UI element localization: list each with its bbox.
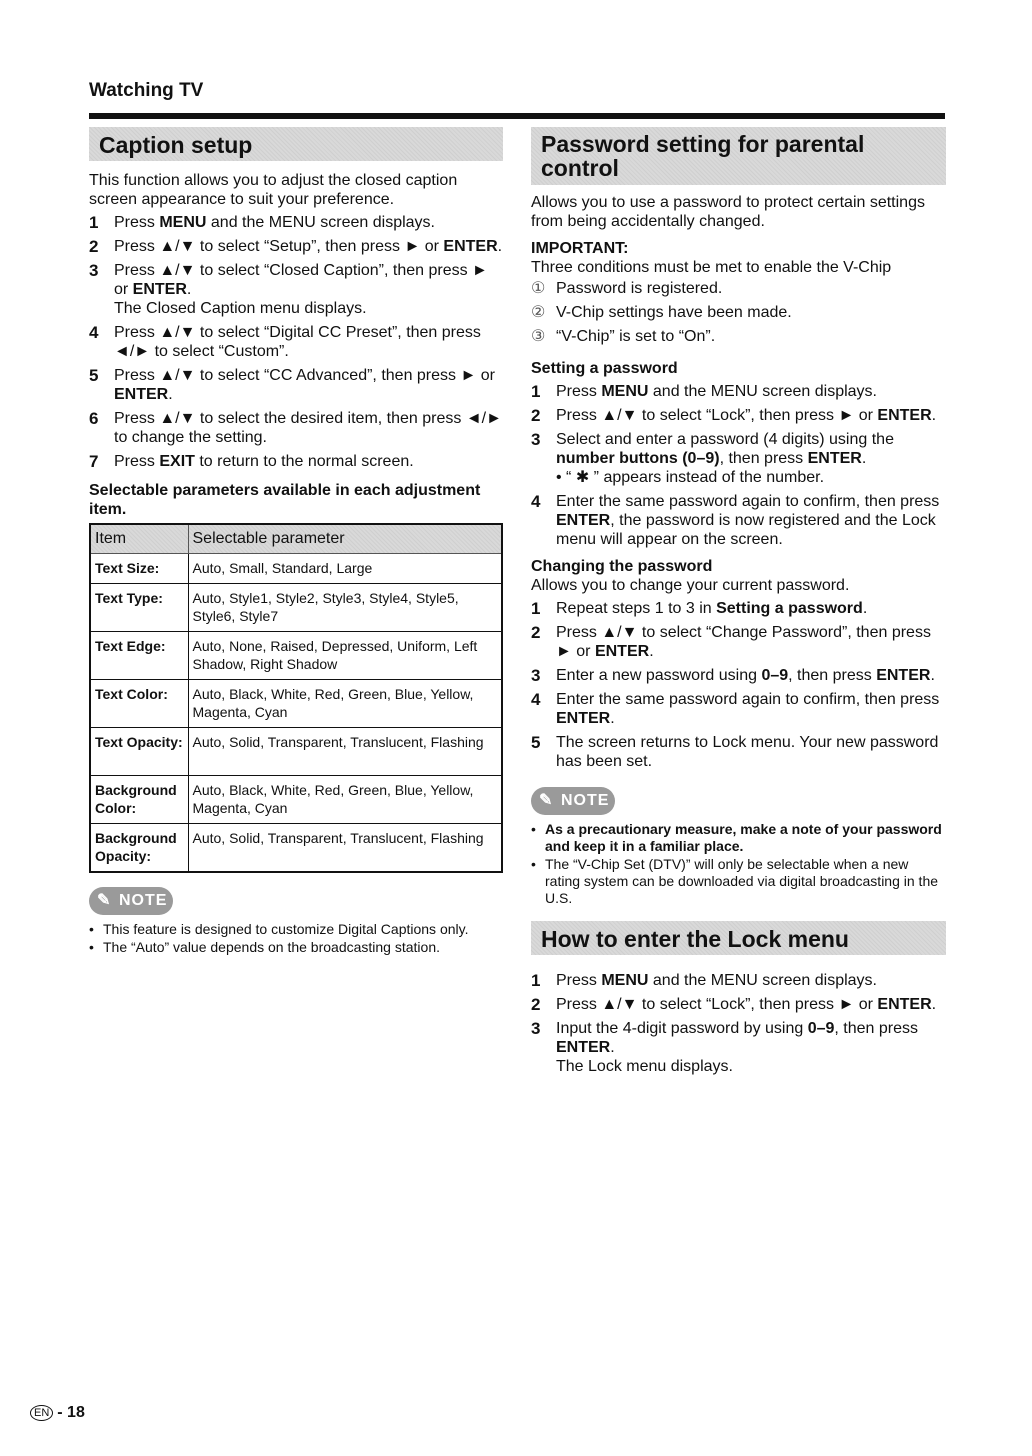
step-subtext: • “ ✱ ” appears instead of the number.: [556, 469, 825, 486]
condition-text: Password is registered.: [556, 280, 723, 297]
step-item: [89, 323, 503, 361]
table-row: [90, 632, 502, 680]
step-item: [531, 492, 946, 549]
step-number: 2: [531, 995, 541, 1014]
caption-setup-heading: Caption setup: [89, 127, 503, 161]
setting-heading: Setting a password: [531, 360, 678, 377]
step-key: Setting a password: [716, 600, 863, 617]
bullet: •: [89, 920, 94, 937]
note-text: The “V-Chip Set (DTV)” will only be selectable when a new rating system can be downloaded via digital broadcasting in the U.S.: [545, 856, 939, 906]
top-rule: [89, 113, 945, 119]
bullet: •: [531, 821, 536, 837]
step-text: Press ▲/▼ to select “Change Password”, then press ► or ENTER.: [556, 624, 931, 660]
step-item: [531, 430, 946, 487]
step-text: Press MENU and the MENU screen displays.: [556, 383, 877, 400]
step-key: MENU: [601, 972, 649, 989]
pencil-icon: ✎: [97, 891, 112, 909]
condition-item: [531, 277, 946, 301]
step-number: 1: [531, 971, 541, 990]
step-key: MENU: [601, 383, 649, 400]
step-item: [531, 623, 946, 661]
password-note-block: [531, 787, 946, 907]
step-text: Enter the same password again to confirm, then press ENTER.: [556, 691, 940, 727]
step-key: ENTER: [876, 667, 931, 684]
step-item: [89, 213, 503, 232]
step-text: Press ▲/▼ to select the desired item, then press ◄/► to change the setting.: [114, 410, 502, 446]
step-text: Press ▲/▼ to select “CC Advanced”, then press ► or ENTER.: [114, 367, 495, 403]
note-badge: [89, 887, 173, 915]
step-text: Press MENU and the MENU screen displays.: [556, 972, 877, 989]
caption-steps: [89, 213, 503, 471]
table-header-row: [90, 524, 502, 554]
step-item: [89, 366, 503, 404]
step-key: ENTER: [556, 512, 611, 529]
step-number: 2: [531, 623, 541, 642]
table-cell-value: Auto, Style1, Style2, Style3, Style4, Style5, Style6, Style7: [188, 584, 502, 632]
step-text: Repeat steps 1 to 3 in Setting a password.: [556, 600, 868, 617]
step-key: 0–9: [761, 667, 789, 684]
note-item: [89, 939, 503, 956]
page-number: - 18: [57, 1404, 85, 1421]
step-key: ENTER: [877, 996, 932, 1013]
step-item: [531, 690, 946, 728]
lock-menu-heading: How to enter the Lock menu: [531, 921, 946, 955]
table-cell-item: Background Color:: [90, 776, 188, 824]
table-cell-item: Text Edge:: [90, 632, 188, 680]
step-key: EXIT: [159, 453, 195, 470]
step-item: [531, 382, 946, 401]
changing-intro: Allows you to change your current password.: [531, 577, 850, 594]
table-cell-value: Auto, None, Raised, Depressed, Uniform, Left Shadow, Right Shadow: [188, 632, 502, 680]
note-label: NOTE: [561, 792, 610, 809]
step-text: Press ▲/▼ to select “Closed Caption”, then press ► or ENTER. The Closed Caption menu displays.: [114, 261, 503, 318]
step-item: [531, 1019, 946, 1076]
conditions-list: [531, 277, 946, 349]
step-text: Enter the same password again to confirm, then press ENTER, the password is now registered and the Lock menu will appear on the screen.: [556, 493, 940, 548]
password-intro: Allows you to use a password to protect certain settings from being accidentally changed.: [531, 194, 925, 230]
note-item: [89, 921, 503, 938]
condition-item: [531, 301, 946, 325]
left-column: [89, 127, 503, 957]
note-label: NOTE: [119, 891, 168, 909]
changing-heading: Changing the password: [531, 558, 713, 575]
step-text: Press ▲/▼ to select “Digital CC Preset”, then press ◄/► to select “Custom”.: [114, 324, 481, 360]
bullet: •: [531, 856, 536, 872]
step-number: 3: [531, 1019, 541, 1038]
table-cell-item: Text Size:: [90, 554, 188, 584]
table-cell-value: Auto, Solid, Transparent, Translucent, Flashing: [188, 728, 502, 776]
step-key: number buttons (0–9): [556, 450, 720, 467]
step-item: [531, 599, 946, 618]
step-text: Press ▲/▼ to select “Lock”, then press ► or ENTER.: [556, 407, 937, 424]
step-number: 4: [89, 323, 99, 342]
step-key: 0–9: [807, 1020, 835, 1037]
table-row: [90, 554, 502, 584]
column-header-parameter: Selectable parameter: [188, 524, 502, 554]
step-number: 3: [531, 430, 541, 449]
step-text: Select and enter a password (4 digits) using the number buttons (0–9), then press ENTER. • “ ✱ ” appears instead of the number.: [556, 430, 946, 487]
right-column: [531, 127, 946, 1081]
step-number: 1: [531, 599, 541, 618]
step-number: 4: [531, 690, 541, 709]
table-row: [90, 584, 502, 632]
table-row: [90, 776, 502, 824]
step-number: 7: [89, 452, 99, 471]
table-heading: Selectable parameters available in each adjustment item.: [89, 482, 481, 518]
step-subtext: The Closed Caption menu displays.: [114, 300, 367, 317]
important-text: Three conditions must be met to enable the V-Chip: [531, 259, 892, 276]
caption-notes: [89, 921, 503, 956]
step-text: Press ▲/▼ to select “Setup”, then press ► or ENTER.: [114, 238, 503, 255]
table-cell-value: Auto, Black, White, Red, Green, Blue, Yellow, Magenta, Cyan: [188, 680, 502, 728]
condition-text: “V-Chip” is set to “On”.: [556, 328, 716, 345]
setting-steps: [531, 382, 946, 549]
condition-item: [531, 325, 946, 349]
table-cell-item: Text Type:: [90, 584, 188, 632]
step-number: 1: [89, 213, 99, 232]
step-key: MENU: [159, 214, 207, 231]
step-item: [531, 406, 946, 425]
table-cell-value: Auto, Black, White, Red, Green, Blue, Yellow, Magenta, Cyan: [188, 776, 502, 824]
lock-steps: [531, 971, 946, 1076]
circled-number: ②: [531, 304, 546, 321]
password-notes: [531, 821, 946, 907]
table-cell-item: Background Opacity:: [90, 824, 188, 872]
table-row: [90, 824, 502, 872]
table-row: [90, 680, 502, 728]
step-item: [531, 995, 946, 1014]
step-number: 3: [531, 666, 541, 685]
step-key: ENTER: [556, 1039, 611, 1056]
step-number: 2: [89, 237, 99, 256]
changing-steps: [531, 599, 946, 771]
caption-intro: This function allows you to adjust the closed caption screen appearance to suit your preference.: [89, 172, 458, 208]
circled-number: ①: [531, 280, 546, 297]
step-text: Press ▲/▼ to select “Lock”, then press ► or ENTER.: [556, 996, 937, 1013]
step-item: [531, 733, 946, 771]
note-item: [531, 821, 946, 855]
step-key: ENTER: [114, 386, 169, 403]
step-item: [89, 261, 503, 318]
page-footer: [30, 1404, 85, 1422]
step-number: 4: [531, 492, 541, 511]
circled-number: ③: [531, 328, 546, 345]
step-number: 2: [531, 406, 541, 425]
condition-text: V-Chip settings have been made.: [556, 304, 792, 321]
step-item: [89, 237, 503, 256]
step-item: [89, 409, 503, 447]
step-number: 5: [531, 733, 541, 752]
step-text: The screen returns to Lock menu. Your new password has been set.: [556, 734, 939, 770]
step-number: 1: [531, 382, 541, 401]
step-key: ENTER: [556, 710, 611, 727]
step-text: Input the 4-digit password by using 0–9, then press ENTER. The Lock menu displays.: [556, 1019, 946, 1076]
step-key: ENTER: [807, 450, 862, 467]
bullet: •: [89, 938, 94, 955]
step-key: ENTER: [877, 407, 932, 424]
step-text: Enter a new password using 0–9, then press ENTER.: [556, 667, 935, 684]
step-number: 3: [89, 261, 99, 280]
step-subtext: The Lock menu displays.: [556, 1058, 733, 1075]
note-text: As a precautionary measure, make a note of your password and keep it in a familiar place.: [545, 821, 942, 854]
step-number: 6: [89, 409, 99, 428]
step-item: [531, 971, 946, 990]
important-label: IMPORTANT:: [531, 240, 629, 257]
table-row: [90, 728, 502, 776]
note-item: [531, 856, 946, 907]
step-text: Press EXIT to return to the normal screen.: [114, 453, 414, 470]
note-text: This feature is designed to customize Digital Captions only.: [103, 920, 469, 937]
pencil-icon: ✎: [539, 792, 554, 809]
password-heading: Password setting for parental control: [531, 127, 946, 185]
step-text: Press MENU and the MENU screen displays.: [114, 214, 435, 231]
column-header-item: Item: [90, 524, 188, 554]
language-icon: EN: [30, 1405, 53, 1421]
step-number: 5: [89, 366, 99, 385]
parameters-table: [89, 523, 503, 873]
step-key: ENTER: [132, 281, 187, 298]
note-text: The “Auto” value depends on the broadcasting station.: [103, 938, 440, 955]
caption-note-block: [89, 887, 503, 956]
step-key: ENTER: [594, 643, 650, 660]
step-item: [531, 666, 946, 685]
table-cell-value: Auto, Small, Standard, Large: [188, 554, 502, 584]
step-key: ENTER: [443, 238, 498, 255]
step-item: [89, 452, 503, 471]
section-label: Watching TV: [89, 80, 204, 101]
table-cell-item: Text Opacity:: [90, 728, 188, 776]
table-cell-value: Auto, Solid, Transparent, Translucent, Flashing: [188, 824, 502, 872]
note-badge: [531, 787, 615, 815]
table-cell-item: Text Color:: [90, 680, 188, 728]
